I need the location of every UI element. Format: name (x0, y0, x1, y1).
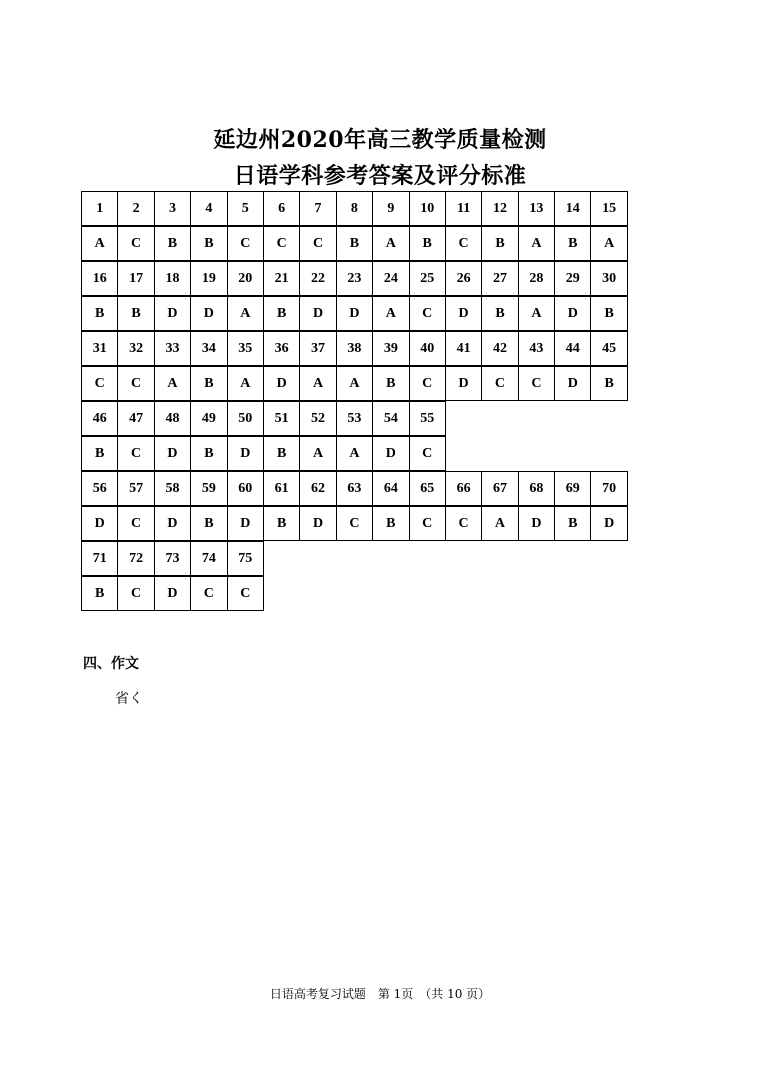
answer-cell: B (263, 436, 300, 471)
question-number-cell: 5 (227, 191, 264, 226)
answer-cell: B (190, 366, 227, 401)
answer-cell: C (227, 576, 264, 611)
question-number-cell: 4 (190, 191, 227, 226)
answer-cell: B (554, 226, 591, 261)
answer-cell: C (117, 226, 154, 261)
question-number-cell: 26 (445, 261, 482, 296)
question-number-cell: 8 (336, 191, 373, 226)
question-number-cell: 24 (372, 261, 409, 296)
answer-cell: D (372, 436, 409, 471)
answer-cell: A (518, 296, 555, 331)
answer-cell: B (590, 296, 627, 331)
answer-cell: A (227, 296, 264, 331)
answer-cell: B (590, 366, 627, 401)
answer-cell: A (518, 226, 555, 261)
answer-cell: B (554, 506, 591, 541)
question-number-cell: 64 (372, 471, 409, 506)
answer-cell: C (227, 226, 264, 261)
question-number-cell: 52 (299, 401, 336, 436)
question-number-cell: 29 (554, 261, 591, 296)
answer-cell: A (336, 436, 373, 471)
question-number-cell: 7 (299, 191, 336, 226)
question-number-cell: 32 (117, 331, 154, 366)
question-number-cell: 75 (227, 541, 264, 576)
section-heading: 四、作文 (83, 656, 139, 672)
question-number-cell: 61 (263, 471, 300, 506)
question-number-cell: 70 (590, 471, 627, 506)
question-number-cell: 63 (336, 471, 373, 506)
answer-cell: B (190, 506, 227, 541)
question-number-cell: 2 (117, 191, 154, 226)
answer-cell: C (117, 436, 154, 471)
answer-cell: A (81, 226, 118, 261)
answer-cell: C (409, 506, 446, 541)
question-number-cell: 46 (81, 401, 118, 436)
question-number-cell: 55 (409, 401, 446, 436)
question-number-cell: 20 (227, 261, 264, 296)
answer-cell: D (554, 366, 591, 401)
question-number-cell: 30 (590, 261, 627, 296)
question-number-cell: 31 (81, 331, 118, 366)
question-number-cell: 69 (554, 471, 591, 506)
answer-cell: A (481, 506, 518, 541)
question-number-row (81, 472, 628, 507)
answer-cell: A (299, 436, 336, 471)
answer-cell: D (154, 296, 191, 331)
question-number-cell: 21 (263, 261, 300, 296)
answer-cell: B (117, 296, 154, 331)
question-number-cell: 36 (263, 331, 300, 366)
answer-cell: D (154, 576, 191, 611)
answer-cell: A (372, 226, 409, 261)
question-number-cell: 47 (117, 401, 154, 436)
question-number-cell: 37 (299, 331, 336, 366)
answer-cell: B (190, 226, 227, 261)
question-number-cell: 41 (445, 331, 482, 366)
answer-cell: D (263, 366, 300, 401)
question-number-cell: 6 (263, 191, 300, 226)
question-number-cell: 27 (481, 261, 518, 296)
answer-cell: B (481, 226, 518, 261)
question-number-cell: 58 (154, 471, 191, 506)
page-footer: 日语高考复习试题 第 1页 （共 10 页） (269, 987, 491, 1001)
answer-cell: B (263, 296, 300, 331)
answer-cell: C (336, 506, 373, 541)
question-number-cell: 40 (409, 331, 446, 366)
question-number-cell: 56 (81, 471, 118, 506)
question-number-cell: 1 (81, 191, 118, 226)
question-number-cell: 53 (336, 401, 373, 436)
answer-cell: C (117, 506, 154, 541)
question-number-cell: 23 (336, 261, 373, 296)
answer-cell: D (154, 506, 191, 541)
answer-cell: C (117, 366, 154, 401)
answer-row (81, 507, 628, 542)
question-number-cell: 39 (372, 331, 409, 366)
question-number-cell: 42 (481, 331, 518, 366)
question-number-cell: 25 (409, 261, 446, 296)
answer-cell: A (372, 296, 409, 331)
question-number-cell: 45 (590, 331, 627, 366)
question-number-row (81, 542, 628, 577)
question-number-cell: 11 (445, 191, 482, 226)
answer-cell: C (409, 436, 446, 471)
question-number-cell: 72 (117, 541, 154, 576)
question-number-cell: 15 (590, 191, 627, 226)
answer-cell: D (554, 296, 591, 331)
question-number-cell: 68 (518, 471, 555, 506)
answer-cell: B (263, 506, 300, 541)
question-number-cell: 74 (190, 541, 227, 576)
question-number-cell: 13 (518, 191, 555, 226)
question-number-cell: 59 (190, 471, 227, 506)
answer-cell: B (481, 296, 518, 331)
page-subtitle: 日语学科参考答案及评分标准 (233, 163, 527, 189)
answer-cell: A (299, 366, 336, 401)
question-number-cell: 14 (554, 191, 591, 226)
answer-row (81, 437, 628, 472)
question-number-cell: 10 (409, 191, 446, 226)
answer-cell: C (445, 506, 482, 541)
question-number-cell: 57 (117, 471, 154, 506)
answer-cell: C (409, 296, 446, 331)
question-number-row (81, 332, 628, 367)
question-number-cell: 66 (445, 471, 482, 506)
answer-cell: A (336, 366, 373, 401)
answer-cell: D (336, 296, 373, 331)
answer-row (81, 297, 628, 332)
answer-cell: B (372, 366, 409, 401)
question-number-cell: 38 (336, 331, 373, 366)
question-number-cell: 19 (190, 261, 227, 296)
question-number-cell: 22 (299, 261, 336, 296)
question-number-cell: 18 (154, 261, 191, 296)
answer-row (81, 367, 628, 402)
answer-cell: C (299, 226, 336, 261)
question-number-cell: 43 (518, 331, 555, 366)
answer-cell: D (590, 506, 627, 541)
question-number-cell: 44 (554, 331, 591, 366)
question-number-cell: 60 (227, 471, 264, 506)
answer-cell: D (445, 296, 482, 331)
section-body: 省く (115, 691, 143, 707)
question-number-cell: 51 (263, 401, 300, 436)
answer-cell: C (518, 366, 555, 401)
question-number-cell: 49 (190, 401, 227, 436)
answer-cell: C (81, 366, 118, 401)
question-number-cell: 16 (81, 261, 118, 296)
answer-cell: C (445, 226, 482, 261)
answer-cell: B (81, 576, 118, 611)
answer-cell: B (81, 296, 118, 331)
answer-cell: B (154, 226, 191, 261)
answer-cell: D (154, 436, 191, 471)
question-number-cell: 67 (481, 471, 518, 506)
question-number-row (81, 402, 628, 437)
question-number-cell: 9 (372, 191, 409, 226)
answer-cell: D (190, 296, 227, 331)
answer-cell: B (409, 226, 446, 261)
question-number-cell: 33 (154, 331, 191, 366)
question-number-cell: 34 (190, 331, 227, 366)
page-title: 延边州2020年高三教学质量检测 (213, 127, 547, 153)
question-number-cell: 65 (409, 471, 446, 506)
answer-cell: C (409, 366, 446, 401)
answer-cell: C (263, 226, 300, 261)
answer-cell: A (154, 366, 191, 401)
answer-cell: D (227, 506, 264, 541)
answer-cell: D (299, 296, 336, 331)
answer-table (81, 192, 628, 612)
answer-cell: D (299, 506, 336, 541)
answer-cell: C (481, 366, 518, 401)
answer-cell: B (336, 226, 373, 261)
answer-cell: D (81, 506, 118, 541)
answer-row (81, 227, 628, 262)
answer-cell: B (372, 506, 409, 541)
answer-cell: A (227, 366, 264, 401)
question-number-cell: 71 (81, 541, 118, 576)
answer-cell: B (190, 436, 227, 471)
answer-cell: D (518, 506, 555, 541)
question-number-cell: 62 (299, 471, 336, 506)
answer-cell: B (81, 436, 118, 471)
answer-cell: A (590, 226, 627, 261)
question-number-cell: 12 (481, 191, 518, 226)
question-number-cell: 48 (154, 401, 191, 436)
question-number-cell: 73 (154, 541, 191, 576)
question-number-cell: 50 (227, 401, 264, 436)
question-number-row (81, 262, 628, 297)
answer-cell: D (445, 366, 482, 401)
answer-row (81, 577, 628, 612)
question-number-row (81, 192, 628, 227)
question-number-cell: 17 (117, 261, 154, 296)
answer-cell: D (227, 436, 264, 471)
question-number-cell: 3 (154, 191, 191, 226)
question-number-cell: 35 (227, 331, 264, 366)
answer-cell: C (117, 576, 154, 611)
question-number-cell: 54 (372, 401, 409, 436)
answer-cell: C (190, 576, 227, 611)
question-number-cell: 28 (518, 261, 555, 296)
